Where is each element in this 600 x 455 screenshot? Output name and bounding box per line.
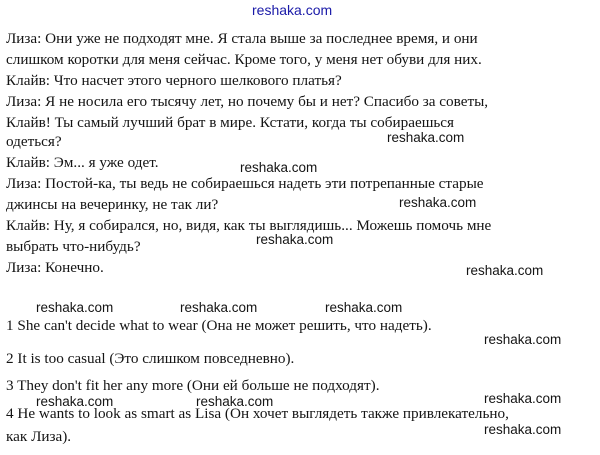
watermark: reshaka.com xyxy=(325,300,403,315)
watermark: reshaka.com xyxy=(256,232,334,247)
dialogue-line: Лиза: Они уже не подходят мне. Я стала выше за последнее время, и они xyxy=(6,30,478,47)
watermark: reshaka.com xyxy=(466,263,544,278)
answer-line: 1 She can't decide what to wear (Она не может решить, что надеть). xyxy=(6,317,432,334)
answer-line: 3 They don't fit her any more (Они ей больше не подходят). xyxy=(6,377,380,394)
watermark: reshaka.com xyxy=(399,195,477,210)
watermark: reshaka.com xyxy=(36,300,114,315)
dialogue-line: слишком коротки для меня сейчас. Кроме того, у меня нет обуви для них. xyxy=(6,51,482,68)
dialogue-line: Клайв: Ну, я собирался, но, видя, как ты выглядишь... Можешь помочь мне xyxy=(6,217,492,234)
watermark: reshaka.com xyxy=(484,422,562,437)
answer-line: как Лиза). xyxy=(6,428,72,445)
watermark: reshaka.com xyxy=(240,160,318,175)
dialogue-line: Клайв: Что насчет этого черного шелкового платья? xyxy=(6,72,342,89)
dialogue-line: выбрать что-нибудь? xyxy=(6,238,141,255)
watermark: reshaka.com xyxy=(387,130,465,145)
watermark: reshaka.com xyxy=(180,300,258,315)
dialogue-line: одеться? xyxy=(6,133,62,150)
dialogue-line: Клайв: Эм... я уже одет. xyxy=(6,154,159,171)
answer-line: 2 It is too casual (Это слишком повседневно). xyxy=(6,350,295,367)
dialogue-line: Лиза: Постой-ка, ты ведь не собираешься надеть эти потрепанные старые xyxy=(6,175,484,192)
dialogue-line: Клайв! Ты самый лучший брат в мире. Кстати, когда ты собираешься xyxy=(6,114,455,131)
dialogue-line: джинсы на вечеринку, не так ли? xyxy=(6,196,219,213)
answer-line: 4 He wants to look as smart as Lisa (Он хочет выглядеть также привлекательно, xyxy=(6,405,509,422)
watermark-header: reshaka.com xyxy=(252,2,333,18)
watermark: reshaka.com xyxy=(36,394,114,409)
watermark: reshaka.com xyxy=(484,391,562,406)
dialogue-line: Лиза: Конечно. xyxy=(6,259,104,276)
watermark: reshaka.com xyxy=(196,394,274,409)
dialogue-line: Лиза: Я не носила его тысячу лет, но почему бы и нет? Спасибо за советы, xyxy=(6,93,489,110)
watermark: reshaka.com xyxy=(484,332,562,347)
